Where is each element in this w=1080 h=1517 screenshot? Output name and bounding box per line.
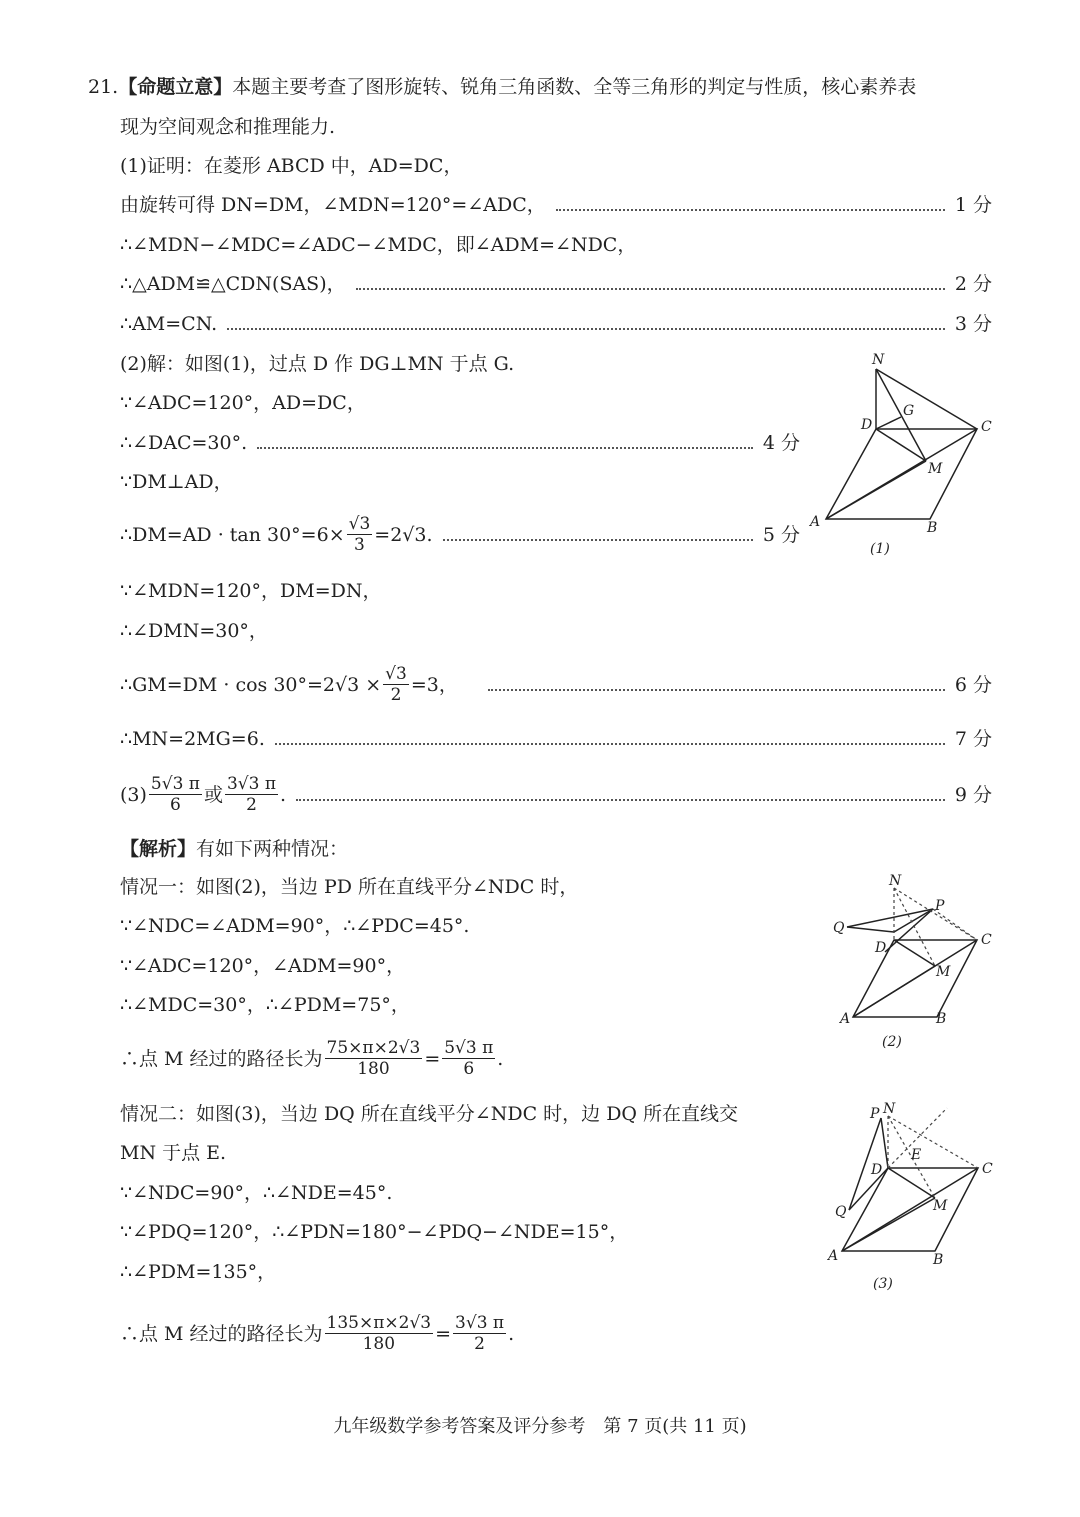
- analysis-heading: 【解析】有如下两种情况：: [120, 838, 349, 860]
- case2-line-4: ∵∠PDQ=120°，∴∠PDN=180°−∠PDQ−∠NDE=15°，: [120, 1221, 629, 1243]
- label-b: B: [927, 520, 938, 536]
- part2-line-8: ∴GM=DM · cos 30°=2√3 × $\frac{√3}{2}$ =3， 6 分: [120, 664, 992, 705]
- label-p: P: [870, 1106, 880, 1122]
- case2-line-1: 情况二：如图(3)，当边 DQ 所在直线平分∠NDC 时，边 DQ 所在直线交: [120, 1103, 739, 1125]
- case1-line-1: 情况一：如图(2)，当边 PD 所在直线平分∠NDC 时，: [120, 876, 579, 898]
- part2-line-2: ∵∠ADC=120°，AD=DC，: [120, 392, 366, 414]
- segment-qp: [847, 909, 933, 927]
- segment-qd: [847, 927, 894, 932]
- score-4: 4 分: [762, 432, 800, 454]
- score-1: 1 分: [954, 194, 992, 216]
- problem-number: 21.: [88, 76, 119, 98]
- score-6: 6 分: [954, 673, 992, 696]
- label-a: A: [810, 514, 821, 530]
- label-g: G: [903, 403, 915, 419]
- page-footer: 九年级数学参考答案及评分参考 第 7 页(共 11 页): [333, 1416, 747, 1437]
- score-2: 2 分: [954, 273, 992, 295]
- problem-intent-line-2: 现为空间观念和推理能力.: [120, 116, 336, 138]
- label-b: B: [933, 1252, 944, 1268]
- fraction-sqrt3-over-3: $\frac{√3}{3}$: [348, 514, 371, 555]
- score-7: 7 分: [954, 728, 992, 750]
- case2-result-fraction: $\frac{3√3 \pi}{2}$: [455, 1313, 505, 1354]
- label-c: C: [981, 932, 992, 948]
- fraction-sqrt3-over-2: $\frac{√3}{2}$: [385, 664, 407, 705]
- part1-line-4: ∴△ADM≌△CDN(SAS)， 2 分: [120, 273, 992, 295]
- answer-fraction-b: $\frac{3√3 \pi}{2}$: [226, 774, 277, 815]
- case2-line-2: MN 于点 E.: [120, 1142, 227, 1164]
- case1-path-fraction: $\frac{75\times\pi\times 2√3}{180}$: [326, 1038, 421, 1079]
- segment-dg: [876, 417, 901, 429]
- label-m: M: [928, 461, 943, 477]
- part2-line-4: ∵DM⊥AD，: [120, 471, 233, 493]
- label-p: P: [935, 898, 945, 914]
- part1-line-2: 由旋转可得 DN=DM，∠MDN=120°=∠ADC， 1 分: [120, 194, 992, 216]
- problem-intent-line-1: [88, 74, 916, 100]
- label-n: N: [883, 1101, 896, 1117]
- part2-line-1: (2)解：如图(1)，过点 D 作 DG⊥MN 于点 G.: [120, 353, 515, 375]
- label-m: M: [933, 1198, 948, 1214]
- figure-2: [825, 870, 1005, 1060]
- label-q: Q: [833, 920, 845, 936]
- segment-nc: [876, 369, 977, 429]
- segment-nm: [876, 369, 926, 461]
- label-q: Q: [835, 1204, 847, 1220]
- figure-2-diagram: [825, 870, 1005, 1060]
- label-m: M: [936, 964, 951, 980]
- figure-3-diagram: [825, 1098, 1005, 1298]
- case1-line-4: ∴∠MDC=30°，∴∠PDM=75°，: [120, 994, 410, 1016]
- part2-line-3: ∴∠DAC=30°. 4 分: [120, 432, 800, 454]
- segment-dm: [894, 940, 935, 966]
- figure-1-caption: (1): [870, 541, 890, 557]
- label-a: A: [840, 1011, 851, 1027]
- figure-3-caption: (3): [873, 1276, 893, 1292]
- figure-2-caption: (2): [882, 1034, 902, 1050]
- case2-line-5: ∴∠PDM=135°，: [120, 1261, 277, 1283]
- figure-1: [800, 345, 1000, 565]
- part1-line-3: ∴∠MDN−∠MDC=∠ADC−∠MDC，即∠ADM=∠NDC，: [120, 234, 637, 256]
- part2-line-6: ∵∠MDN=120°，DM=DN，: [120, 580, 382, 602]
- segment-am: [853, 966, 935, 1017]
- case2-line-3: ∵∠NDC=90°，∴∠NDE=45°.: [120, 1182, 393, 1204]
- figure-3: [825, 1098, 1005, 1298]
- score-3: 3 分: [954, 313, 992, 335]
- score-5: 5 分: [762, 523, 800, 546]
- label-e: E: [911, 1147, 922, 1163]
- case1-result-fraction: $\frac{5√3 \pi}{6}$: [444, 1038, 494, 1079]
- case2-path-fraction: $\frac{135\times\pi\times 2√3}{180}$: [326, 1313, 432, 1354]
- segment-am: [826, 461, 926, 519]
- part2-line-7: ∴∠DMN=30°，: [120, 620, 268, 642]
- intent-text-1: 本题主要考查了图形旋转、锐角三角函数、全等三角形的判定与性质，核心素养表: [232, 76, 917, 98]
- part1-line-1: (1)证明：在菱形 ABCD 中，AD=DC，: [120, 155, 463, 177]
- label-c: C: [982, 1161, 993, 1177]
- case1-line-2: ∵∠NDC=∠ADM=90°，∴∠PDC=45°.: [120, 915, 470, 937]
- part2-line-5: ∴DM=AD · tan 30°=6× $\frac{√3}{3}$ =2√3. 5 分: [120, 514, 800, 555]
- label-d: D: [861, 417, 873, 433]
- label-n: N: [889, 873, 902, 889]
- label-a: A: [828, 1248, 839, 1264]
- part3-answer: (3) $\frac{5√3 \pi}{6}$ 或 $\frac{3√3 \pi}{2}$ . 9 分: [120, 774, 992, 815]
- part2-line-9: ∴MN=2MG=6. 7 分: [120, 728, 992, 750]
- label-b: B: [936, 1011, 947, 1027]
- answer-fraction-a: $\frac{5√3 \pi}{6}$: [150, 774, 200, 815]
- case1-line-3: ∵∠ADC=120°，∠ADM=90°，: [120, 955, 406, 977]
- segment-pd: [881, 1118, 888, 1168]
- intent-tag: 【命题立意】: [118, 76, 233, 98]
- label-n: N: [872, 352, 885, 368]
- figure-1-diagram: [800, 345, 1000, 565]
- label-d: D: [875, 940, 887, 956]
- label-d: D: [871, 1162, 883, 1178]
- score-9: 9 分: [954, 783, 992, 806]
- segment-dm: [888, 1168, 935, 1198]
- case1-line-5: ∴点 M 经过的路径长为 $\frac{75\times\pi\times 2√3}{180}$ = $\frac{5√3 \pi}{6}$ .: [120, 1038, 504, 1079]
- part1-line-5: ∴AM=CN. 3 分: [120, 313, 992, 335]
- label-c: C: [981, 419, 992, 435]
- case2-line-6: ∴点 M 经过的路径长为 $\frac{135\times\pi\times 2√3}{180}$ = $\frac{3√3 \pi}{2}$ .: [120, 1313, 515, 1354]
- segment-dm: [876, 429, 926, 461]
